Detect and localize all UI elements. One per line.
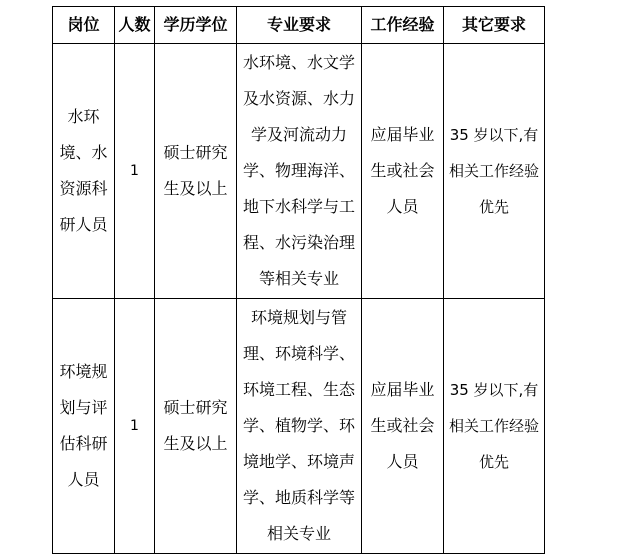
major-text: 环境规划与管理、环境科学、环境工程、生态学、植物学、环境地学、环境声学、地质科学等相关专业 bbox=[243, 308, 356, 543]
other-cell bbox=[444, 299, 545, 554]
experience-text: 应届毕业生或社会人员 bbox=[370, 380, 435, 471]
table-row bbox=[53, 299, 545, 554]
position-cell bbox=[53, 44, 115, 299]
count-text: 1 bbox=[130, 163, 139, 179]
count-cell bbox=[115, 299, 155, 554]
header-education: 学历学位 bbox=[155, 7, 237, 44]
table-header-row bbox=[53, 7, 545, 44]
count-text: 1 bbox=[130, 418, 139, 434]
header-position: 岗位 bbox=[53, 7, 115, 44]
header-experience: 工作经验 bbox=[362, 7, 444, 44]
header-major: 专业要求 bbox=[237, 7, 362, 44]
major-cell bbox=[237, 44, 362, 299]
header-other: 其它要求 bbox=[444, 7, 545, 44]
major-cell bbox=[237, 299, 362, 554]
header-count: 人数 bbox=[115, 7, 155, 44]
position-cell bbox=[53, 299, 115, 554]
other-text: 35 岁以下,有相关工作经验优先 bbox=[448, 126, 539, 216]
other-text: 35 岁以下,有相关工作经验优先 bbox=[448, 381, 539, 471]
experience-cell bbox=[362, 44, 444, 299]
education-cell bbox=[155, 44, 237, 299]
count-cell bbox=[115, 44, 155, 299]
position-text: 环境规划与评估科研人员 bbox=[59, 362, 108, 489]
education-text: 硕士研究生及以上 bbox=[163, 398, 228, 453]
education-cell bbox=[155, 299, 237, 554]
position-text: 水环境、水资源科研人员 bbox=[59, 107, 108, 234]
major-text: 水环境、水文学及水资源、水力学及河流动力学、物理海洋、地下水科学与工程、水污染治理等相关专业 bbox=[243, 53, 356, 288]
experience-text: 应届毕业生或社会人员 bbox=[370, 125, 435, 216]
recruitment-table bbox=[52, 6, 545, 554]
other-cell bbox=[444, 44, 545, 299]
education-text: 硕士研究生及以上 bbox=[163, 143, 228, 198]
experience-cell bbox=[362, 299, 444, 554]
table-row bbox=[53, 44, 545, 299]
